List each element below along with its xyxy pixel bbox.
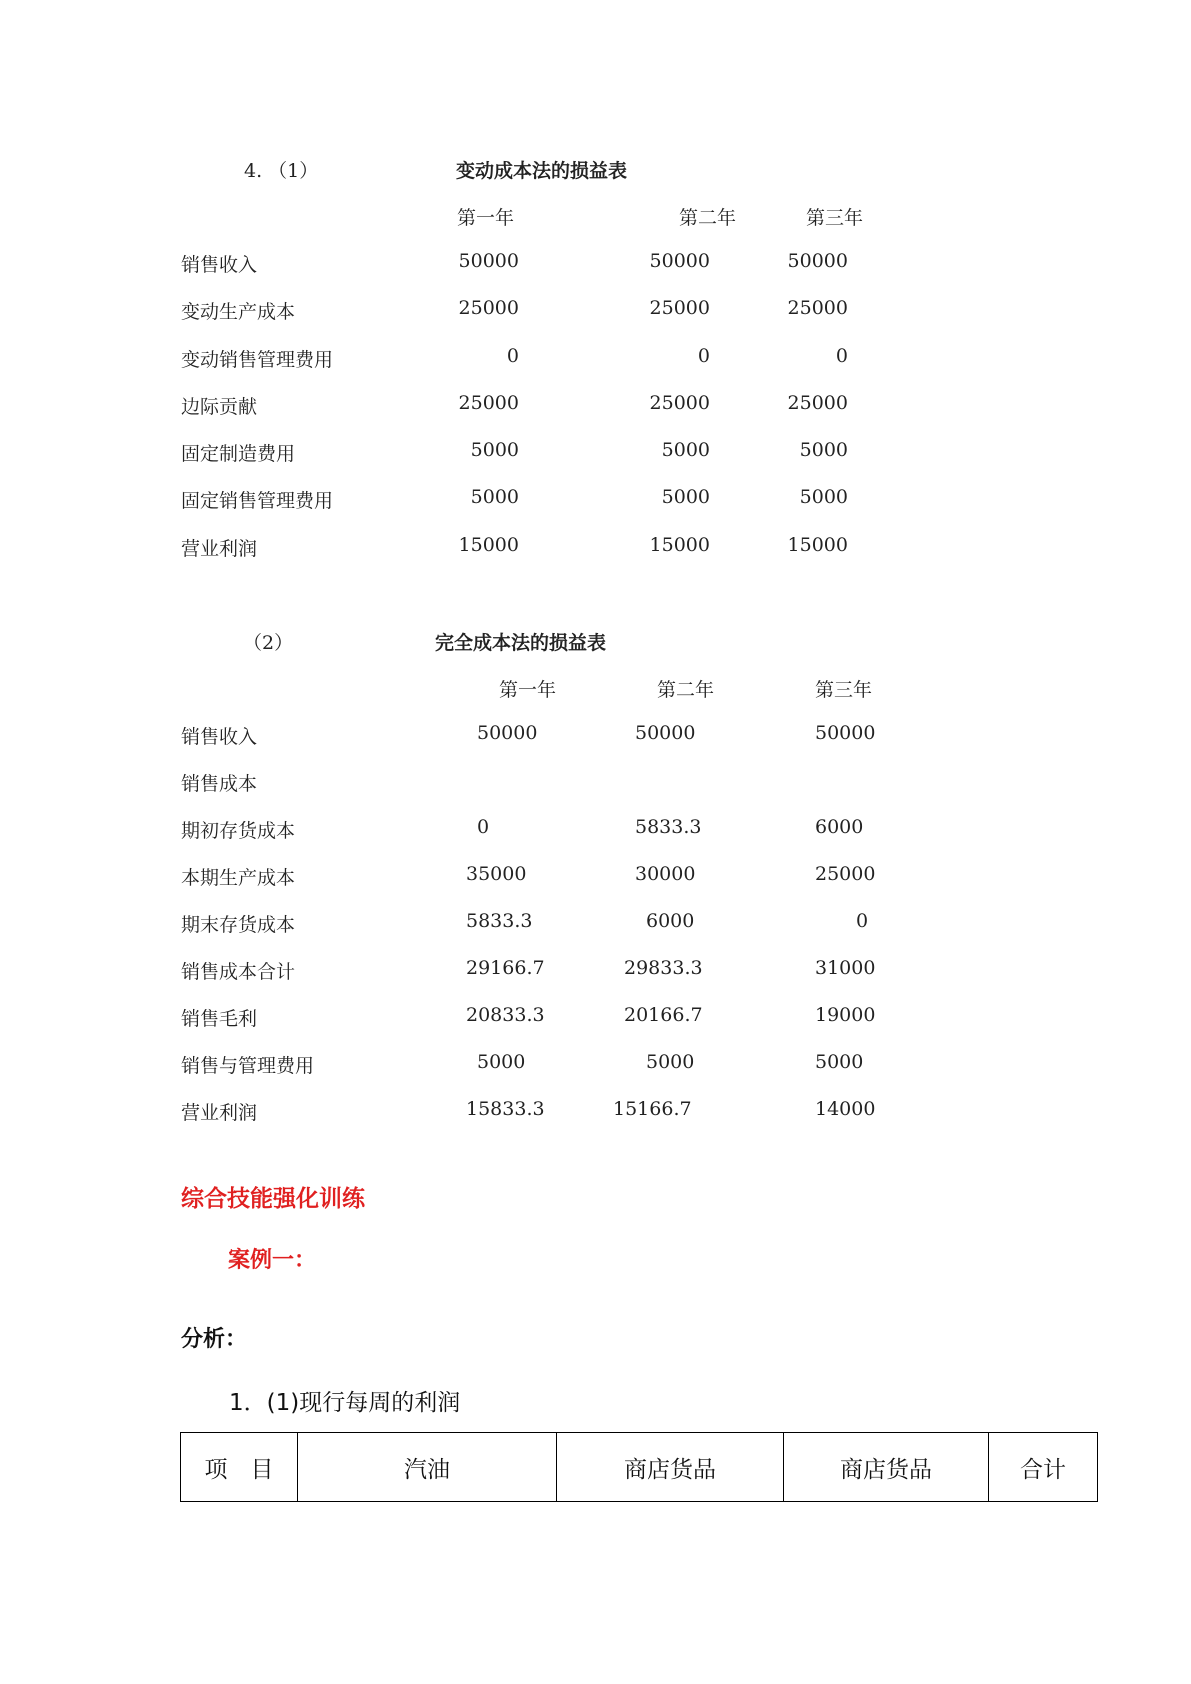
- cell-value: 50000: [815, 722, 876, 744]
- row-label: 销售与管理费用: [181, 1055, 315, 1077]
- training-heading: 综合技能强化训练: [181, 1186, 365, 1212]
- cell-value: 0: [856, 910, 869, 932]
- row-label: 变动生产成本: [181, 301, 296, 323]
- row-label: 销售成本合计: [181, 961, 296, 983]
- row-label: 期初存货成本: [181, 820, 296, 842]
- row-label: 本期生产成本: [181, 867, 296, 889]
- cell-value: 29166.7: [466, 957, 545, 979]
- cell-value: 15000: [649, 534, 710, 556]
- col-header-year1: 第一年: [457, 207, 515, 229]
- cell-value: 29833.3: [624, 957, 703, 979]
- table-title-variable-cost: 变动成本法的损益表: [456, 160, 628, 182]
- cell-value: 25000: [458, 297, 519, 319]
- analysis-heading: 分析：: [181, 1327, 248, 1352]
- row-label: 边际贡献: [181, 396, 258, 418]
- header-cell-gasoline: 汽油: [298, 1433, 557, 1502]
- cell-value: 25000: [458, 392, 519, 414]
- weekly-profit-table: [180, 1432, 1098, 1502]
- col-header-year2: 第二年: [679, 207, 737, 229]
- row-label: 固定销售管理费用: [181, 490, 334, 512]
- row-label: 营业利润: [181, 538, 258, 560]
- cell-value: 15000: [787, 534, 848, 556]
- row-label: 销售毛利: [181, 1008, 258, 1030]
- table-title-absorption-cost: 完全成本法的损益表: [435, 632, 607, 654]
- header-cell-total: 合计: [989, 1433, 1098, 1502]
- cell-value: 5000: [799, 439, 848, 461]
- cell-value: 25000: [787, 392, 848, 414]
- item-heading: 1．(1)现行每周的利润: [229, 1390, 461, 1416]
- row-label: 销售收入: [181, 254, 258, 276]
- col-header-year3: 第三年: [815, 679, 873, 701]
- cell-value: 5000: [470, 439, 519, 461]
- header-cell-store-goods: 商店货品: [557, 1433, 784, 1502]
- cell-value: 6000: [815, 816, 864, 838]
- row-label: 销售成本: [181, 773, 258, 795]
- cell-value: 50000: [649, 250, 710, 272]
- section-label: 4. （1）: [244, 160, 319, 182]
- cell-value: 5833.3: [466, 910, 533, 932]
- cell-value: 15000: [458, 534, 519, 556]
- row-label: 营业利润: [181, 1102, 258, 1124]
- cell-value: 14000: [815, 1098, 876, 1120]
- cell-value: 0: [835, 345, 848, 367]
- col-header-year3: 第三年: [806, 207, 864, 229]
- cell-value: 0: [506, 345, 519, 367]
- header-cell-store-goods-2: 商店货品: [784, 1433, 989, 1502]
- table-header-row: [181, 1433, 1098, 1502]
- cell-value: 5833.3: [635, 816, 702, 838]
- cell-value: 0: [697, 345, 710, 367]
- cell-value: 30000: [635, 863, 696, 885]
- cell-value: 5000: [470, 486, 519, 508]
- cell-value: 6000: [646, 910, 695, 932]
- cell-value: 25000: [815, 863, 876, 885]
- cell-value: 5000: [661, 439, 710, 461]
- cell-value: 5000: [477, 1051, 526, 1073]
- cell-value: 0: [477, 816, 490, 838]
- cell-value: 15833.3: [466, 1098, 545, 1120]
- case-heading: 案例一：: [228, 1248, 317, 1273]
- cell-value: 20833.3: [466, 1004, 545, 1026]
- cell-value: 50000: [477, 722, 538, 744]
- cell-value: 50000: [635, 722, 696, 744]
- cell-value: 35000: [466, 863, 527, 885]
- row-label: 变动销售管理费用: [181, 349, 334, 371]
- cell-value: 50000: [787, 250, 848, 272]
- col-header-year2: 第二年: [657, 679, 715, 701]
- row-label: 期末存货成本: [181, 914, 296, 936]
- cell-value: 20166.7: [624, 1004, 703, 1026]
- cell-value: 50000: [458, 250, 519, 272]
- cell-value: 19000: [815, 1004, 876, 1026]
- cell-value: 5000: [815, 1051, 864, 1073]
- cell-value: 31000: [815, 957, 876, 979]
- section-label: （2）: [243, 632, 294, 654]
- cell-value: 25000: [649, 297, 710, 319]
- header-cell-item: 项 目: [181, 1433, 298, 1502]
- cell-value: 25000: [649, 392, 710, 414]
- col-header-year1: 第一年: [499, 679, 557, 701]
- cell-value: 5000: [799, 486, 848, 508]
- cell-value: 25000: [787, 297, 848, 319]
- cell-value: 15166.7: [613, 1098, 692, 1120]
- cell-value: 5000: [661, 486, 710, 508]
- cell-value: 5000: [646, 1051, 695, 1073]
- row-label: 固定制造费用: [181, 443, 296, 465]
- row-label: 销售收入: [181, 726, 258, 748]
